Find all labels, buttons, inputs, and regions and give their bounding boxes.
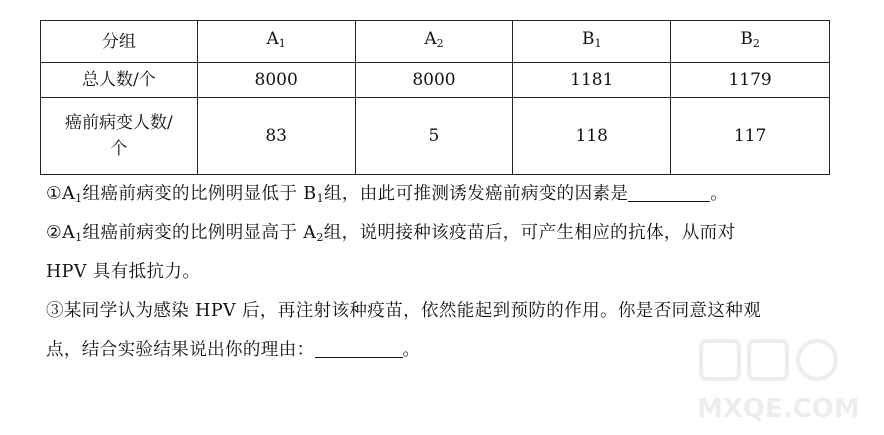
q3-answer-blank[interactable] [315, 339, 403, 358]
header-subscript: 1 [594, 37, 602, 50]
header-subscript: 2 [752, 37, 760, 50]
row-label-line: 癌前病变人数/ [65, 113, 173, 133]
watermark-shape [798, 341, 836, 379]
table-cell: 8000 [197, 63, 355, 98]
table-row [41, 63, 830, 98]
q2-text: 组癌前病变的比例明显高于 A [82, 223, 317, 243]
table-cell: 1181 [513, 63, 671, 98]
q1-subscript: 1 [316, 192, 324, 205]
table-cell: 83 [197, 98, 355, 175]
header-cell [513, 21, 671, 63]
question-2-line-2: HPV 具有抵抗力。 [46, 262, 201, 282]
watermark-shape [749, 341, 787, 379]
q2-text: 组，说明接种该疫苗后，可产生相应的抗体，从而对 [323, 223, 736, 243]
data-table [40, 20, 830, 175]
question-3-line-2 [46, 336, 420, 361]
q3-text: 。 [402, 340, 421, 360]
header-text: B [740, 29, 753, 49]
header-text: A [266, 29, 279, 49]
table-cell: 118 [513, 98, 671, 175]
q1-text: 组，由此可推测诱发癌前病变的因素是 [323, 184, 629, 204]
q1-text: 。 [710, 184, 729, 204]
header-text: B [582, 29, 595, 49]
q1-text: 组癌前病变的比例明显低于 B [82, 184, 317, 204]
row-label [41, 98, 198, 175]
q3-text: 点，结合实验结果说出你的理由： [46, 340, 315, 360]
watermark-logo [691, 335, 866, 425]
table-row [41, 98, 830, 175]
table-cell: 1179 [671, 63, 830, 98]
header-subscript: 1 [278, 37, 286, 50]
header-cell [355, 21, 513, 63]
question-1 [46, 180, 728, 205]
header-subscript: 2 [436, 37, 444, 50]
header-cell [671, 21, 830, 63]
header-text: A [424, 29, 437, 49]
table-cell: 5 [355, 98, 513, 175]
q2-subscript: 2 [316, 231, 324, 244]
header-cell [197, 21, 355, 63]
watermark-shape [701, 341, 739, 379]
q1-answer-blank[interactable] [628, 183, 710, 202]
q1-text: ①A [46, 184, 76, 204]
table-cell: 117 [671, 98, 830, 175]
row-label-line: 个 [110, 139, 128, 159]
table-cell: 8000 [355, 63, 513, 98]
header-cell [41, 21, 198, 63]
table-header-row [41, 21, 830, 63]
question-2 [46, 219, 735, 244]
row-label: 总人数/个 [41, 63, 198, 98]
watermark-text: MXQE.COM [697, 394, 860, 424]
header-text: 分组 [101, 31, 136, 52]
q2-text: ②A [46, 223, 76, 243]
question-3: ③某同学认为感染 HPV 后，再注射该种疫苗，依然能起到预防的作用。你是否同意这种观 [46, 301, 762, 321]
q1-subscript: 1 [75, 192, 83, 205]
q2-subscript: 1 [75, 231, 83, 244]
